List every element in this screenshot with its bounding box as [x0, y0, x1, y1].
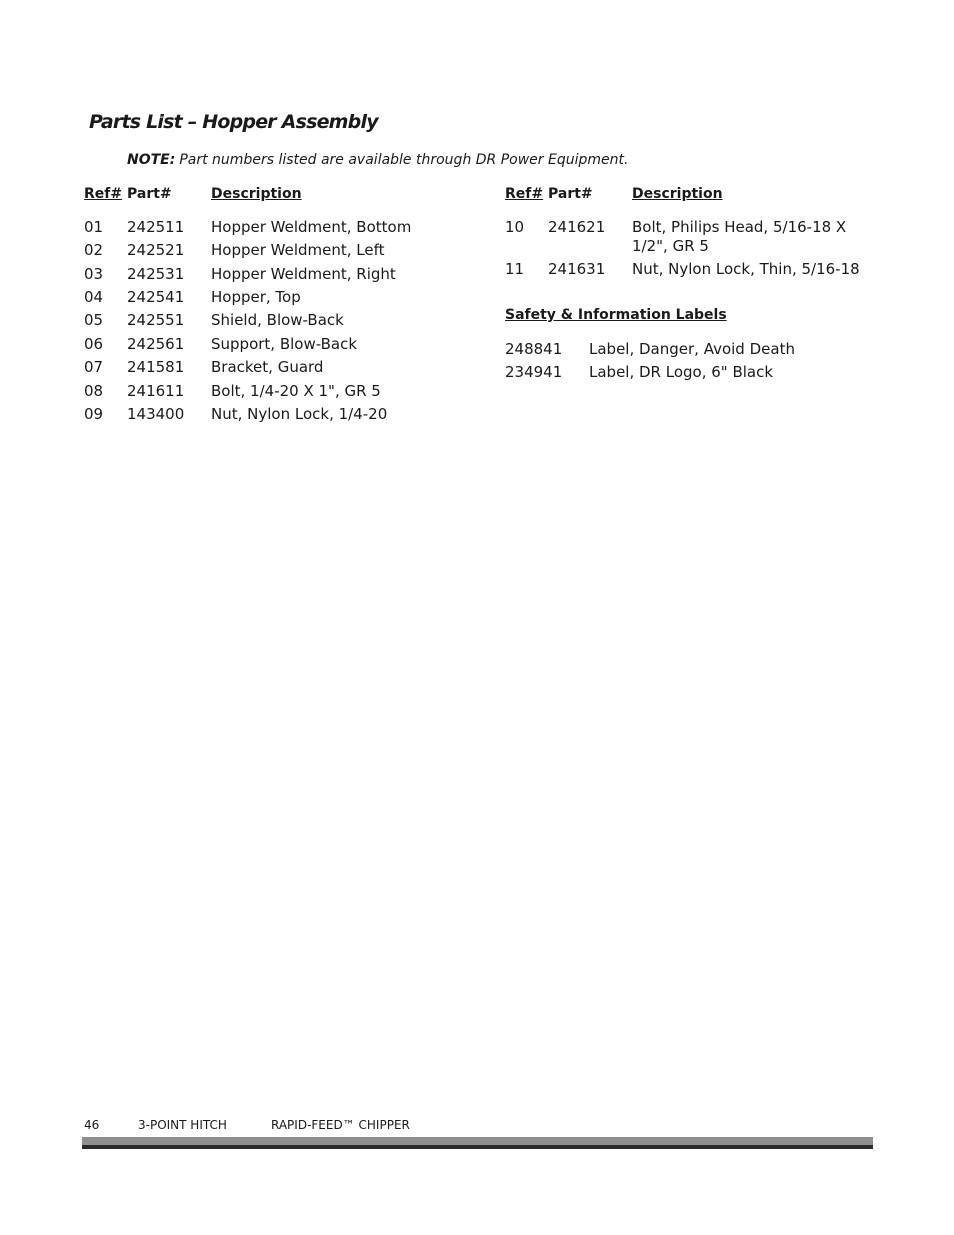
right-header-description: Description — [632, 186, 723, 202]
row-description: Label, Danger, Avoid Death — [589, 340, 795, 358]
row-part: 242561 — [127, 335, 185, 353]
footer-rule — [82, 1137, 873, 1145]
right-header-part: Part# — [548, 186, 593, 202]
row-description: Hopper Weldment, Bottom — [211, 218, 412, 236]
row-description: Support, Blow-Back — [211, 335, 358, 353]
right-header-ref: Ref# — [505, 186, 544, 202]
row-ref: 11 — [505, 260, 525, 278]
row-part: 241631 — [548, 260, 606, 278]
row-ref: 07 — [84, 358, 104, 376]
row-description: Nut, Nylon Lock, Thin, 5/16-18 — [632, 260, 860, 278]
left-header-description: Description — [211, 186, 302, 202]
note — [127, 152, 628, 168]
row-description: Shield, Blow-Back — [211, 311, 344, 329]
footer-rule-dark — [82, 1145, 873, 1149]
row-description: Hopper, Top — [211, 288, 301, 306]
note-text: Part numbers listed are available through DR Power Equipment. — [179, 152, 629, 168]
row-description: Bracket, Guard — [211, 358, 324, 376]
row-part: 242521 — [127, 241, 185, 259]
row-ref: 10 — [505, 218, 525, 236]
row-ref: 05 — [84, 311, 104, 329]
row-ref: 04 — [84, 288, 104, 306]
row-ref: 08 — [84, 382, 104, 400]
row-part: 248841 — [505, 340, 563, 358]
row-part: 242511 — [127, 218, 185, 236]
row-ref: 02 — [84, 241, 104, 259]
row-description: Bolt, 1/4-20 X 1", GR 5 — [211, 382, 381, 400]
row-description: Hopper Weldment, Right — [211, 265, 396, 283]
row-part: 234941 — [505, 363, 563, 381]
row-part: 242551 — [127, 311, 185, 329]
row-part: 241621 — [548, 218, 606, 236]
row-description: Label, DR Logo, 6" Black — [589, 363, 774, 381]
row-part: 242531 — [127, 265, 185, 283]
row-part: 143400 — [127, 405, 185, 423]
left-header-part: Part# — [127, 186, 172, 202]
row-description: Bolt, Philips Head, 5/16-18 X 1/2", GR 5 — [632, 218, 847, 255]
left-header-ref: Ref# — [84, 186, 123, 202]
row-ref: 09 — [84, 405, 104, 423]
row-ref: 06 — [84, 335, 104, 353]
footer-section: 3-POINT HITCH — [138, 1118, 227, 1132]
page-number: 46 — [84, 1118, 100, 1132]
row-part: 242541 — [127, 288, 185, 306]
row-description: Hopper Weldment, Left — [211, 241, 385, 259]
footer-product: RAPID-FEED™ CHIPPER — [271, 1118, 410, 1132]
page-title: Parts List – Hopper Assembly — [89, 111, 378, 133]
labels-section-title: Safety & Information Labels — [505, 307, 727, 323]
row-ref: 03 — [84, 265, 104, 283]
row-part: 241611 — [127, 382, 185, 400]
row-description: Nut, Nylon Lock, 1/4-20 — [211, 405, 388, 423]
row-ref: 01 — [84, 218, 104, 236]
row-part: 241581 — [127, 358, 185, 376]
note-label: NOTE: — [127, 152, 176, 168]
